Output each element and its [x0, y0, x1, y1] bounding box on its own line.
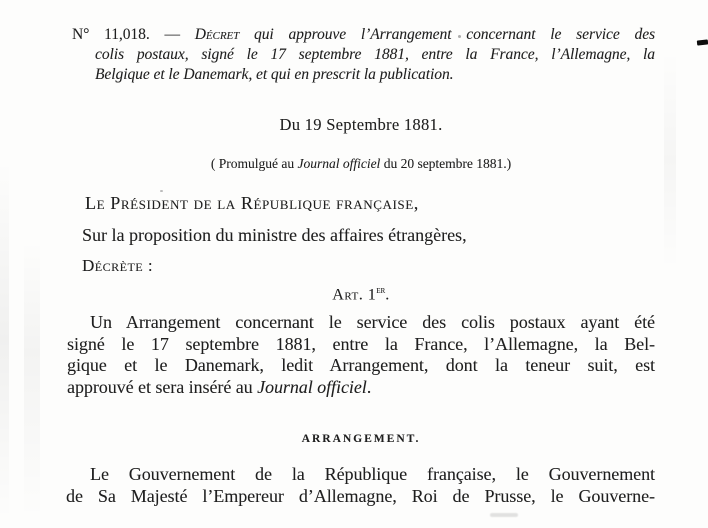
- body-line-3: gique et le Danemark, ledit Arrangement, dont la teneur suit, est: [67, 355, 655, 375]
- arrangement-line-1: Le Gouvernement de la République française, le Gouvernement: [90, 464, 655, 484]
- heading-line-1: [72, 25, 655, 45]
- decrete-line: Décrète :: [82, 256, 154, 275]
- decree-heading: [72, 25, 655, 85]
- heading-line-2: colis postaux, signé le 17 septembre 1881, entre la France, l’Allemagne, la: [95, 46, 655, 63]
- article-1-heading: [67, 286, 655, 304]
- journal-officiel-ref: Journal officiel: [257, 376, 367, 397]
- arrangement-line-2: de Sa Majesté l’Empereur d’Allemagne, Roi de Prusse, le Gouverne-: [66, 485, 655, 506]
- body-line-1: Un Arrangement concernant le service des colis postaux ayant été: [90, 312, 655, 332]
- president-line: Le Président de la République française,: [85, 193, 419, 213]
- body-line-4-period: .: [366, 376, 372, 397]
- body-line-4: [67, 377, 655, 399]
- promulgation-note: [67, 156, 655, 172]
- journal-officiel-ref: Journal officiel: [297, 156, 381, 171]
- arrangement-body: [66, 464, 655, 507]
- ink-blot-artifact: [697, 39, 708, 45]
- article-1-body: [67, 312, 655, 398]
- arrangement-title: ARRANGEMENT.: [301, 433, 421, 445]
- scan-streak-artifact: [664, 50, 676, 270]
- ink-speck-artifact: [160, 190, 163, 192]
- promulgation-open: ( Promulgué au: [210, 156, 295, 171]
- decree-number: N° 11,018. —: [72, 26, 180, 43]
- article-period: .: [385, 286, 390, 304]
- proposition-line: Sur la proposition du ministre des affaires étrangères,: [82, 225, 467, 245]
- heading-line-3: Belgique et le Danemark, et qui en prescrit la publication.: [95, 66, 454, 83]
- body-line-4-text: approuvé et sera inséré au: [67, 376, 253, 397]
- promulgation-close: du 20 septembre 1881.): [383, 156, 512, 171]
- article-ordinal-sup: er: [376, 286, 386, 296]
- scan-streak-artifact: [24, 240, 40, 520]
- scan-streak-artifact: [0, 160, 9, 520]
- decree-date: Du 19 Septembre 1881.: [279, 115, 443, 134]
- scan-smudge-artifact: [490, 513, 518, 517]
- article-label: Art. 1: [332, 286, 377, 304]
- decree-word: Décret: [194, 26, 240, 43]
- body-line-2: signé le 17 septembre 1881, entre la France, l’Allemagne, la Bel-: [67, 333, 655, 354]
- heading-text: qui approuve l’Arrangement concernant le service des: [254, 26, 655, 43]
